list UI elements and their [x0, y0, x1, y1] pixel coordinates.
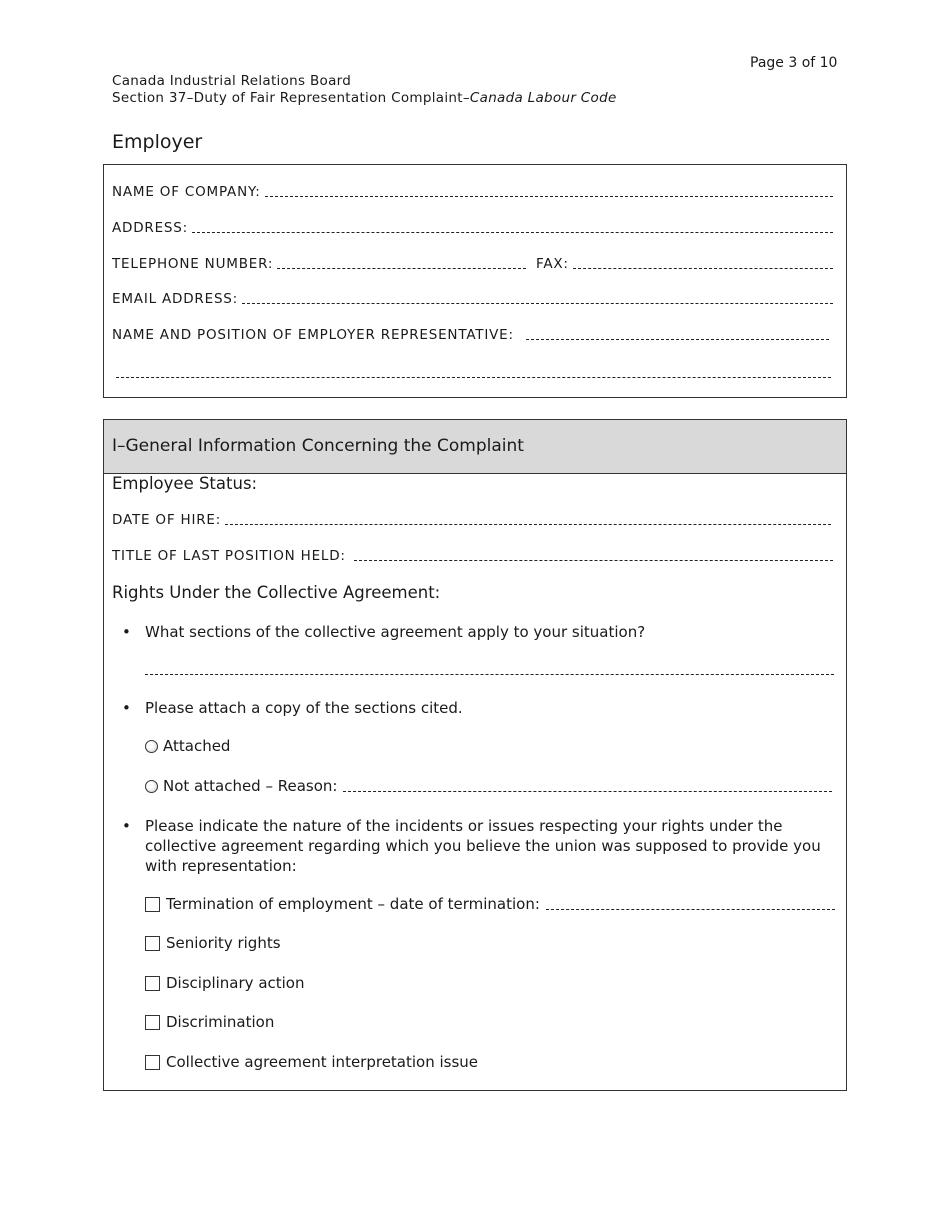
- general-info-box: [103, 419, 847, 1091]
- page-number: Page 3 of 10: [750, 55, 838, 71]
- company-name-label: NAME OF COMPANY:: [112, 184, 261, 200]
- telephone-row: [112, 256, 526, 272]
- fax-field[interactable]: [573, 256, 833, 269]
- form-title-text: Section 37–Duty of Fair Representation Complaint–: [112, 90, 470, 106]
- address-field[interactable]: [192, 220, 833, 233]
- representative-field[interactable]: [526, 327, 829, 340]
- last-position-field[interactable]: [354, 548, 833, 561]
- check-discrimination-label: Discrimination: [166, 1013, 275, 1031]
- date-of-hire-field[interactable]: [225, 512, 831, 525]
- bullet-3: •: [122, 817, 131, 835]
- check-termination-option[interactable]: [145, 895, 835, 913]
- date-of-hire-row: [112, 512, 831, 528]
- reason-field[interactable]: [343, 781, 832, 792]
- email-label: EMAIL ADDRESS:: [112, 291, 239, 307]
- check-disciplinary-option[interactable]: [145, 974, 305, 992]
- address-row: [112, 220, 833, 236]
- check-interpretation-option[interactable]: [145, 1053, 478, 1071]
- question-attach: Please attach a copy of the sections cited.: [145, 699, 463, 717]
- telephone-field[interactable]: [277, 256, 526, 269]
- company-name-field[interactable]: [265, 184, 833, 197]
- employer-box: [103, 164, 847, 398]
- last-position-row: [112, 548, 833, 564]
- radio-not-attached[interactable]: [145, 780, 158, 793]
- form-title: [112, 90, 617, 106]
- question-incidents: Please indicate the nature of the incidents or issues respecting your rights under the collective agreement regarding which you believe the union was supposed to provide you with representation:: [145, 817, 821, 875]
- last-position-label: TITLE OF LAST POSITION HELD:: [112, 548, 346, 564]
- question-sections: What sections of the collective agreement apply to your situation?: [145, 623, 646, 641]
- radio-not-attached-label: Not attached – Reason:: [163, 777, 338, 795]
- sections-answer-row: [145, 662, 834, 678]
- check-seniority-label: Seniority rights: [166, 934, 281, 952]
- employer-section-title: Employer: [112, 131, 203, 153]
- general-info-header: [104, 420, 846, 474]
- representative-label: NAME AND POSITION OF EMPLOYER REPRESENTATIVE:: [112, 327, 514, 343]
- check-seniority-option[interactable]: [145, 934, 281, 952]
- fax-row: [536, 256, 833, 272]
- termination-date-field[interactable]: [546, 899, 835, 910]
- check-disciplinary[interactable]: [145, 976, 160, 991]
- representative-field-2[interactable]: [116, 365, 831, 378]
- radio-attached-option[interactable]: [145, 737, 230, 755]
- email-row: [112, 291, 833, 307]
- representative-row-2: [116, 365, 831, 381]
- address-label: ADDRESS:: [112, 220, 189, 236]
- check-interpretation-label: Collective agreement interpretation issue: [166, 1053, 479, 1071]
- company-name-row: [112, 184, 833, 200]
- telephone-label: TELEPHONE NUMBER:: [112, 256, 274, 272]
- date-of-hire-label: DATE OF HIRE:: [112, 512, 222, 528]
- sections-answer-field[interactable]: [145, 662, 834, 675]
- rights-title: Rights Under the Collective Agreement:: [112, 583, 441, 602]
- radio-attached[interactable]: [145, 740, 158, 753]
- general-info-title: I–General Information Concerning the Complaint: [112, 436, 524, 456]
- bullet-2: •: [122, 699, 131, 717]
- form-title-italic: Canada Labour Code: [469, 90, 617, 106]
- radio-attached-label: Attached: [163, 737, 231, 755]
- representative-row: [112, 327, 829, 343]
- check-disciplinary-label: Disciplinary action: [166, 974, 305, 992]
- check-discrimination-option[interactable]: [145, 1013, 274, 1031]
- check-seniority[interactable]: [145, 936, 160, 951]
- fax-label: FAX:: [536, 256, 569, 272]
- check-discrimination[interactable]: [145, 1015, 160, 1030]
- email-field[interactable]: [242, 291, 833, 304]
- bullet-1: •: [122, 623, 131, 641]
- check-interpretation[interactable]: [145, 1055, 160, 1070]
- org-name: Canada Industrial Relations Board: [112, 73, 352, 89]
- check-termination[interactable]: [145, 897, 160, 912]
- employee-status-title: Employee Status:: [112, 474, 258, 493]
- radio-not-attached-option[interactable]: [145, 777, 832, 795]
- check-termination-label: Termination of employment – date of termination:: [166, 895, 540, 913]
